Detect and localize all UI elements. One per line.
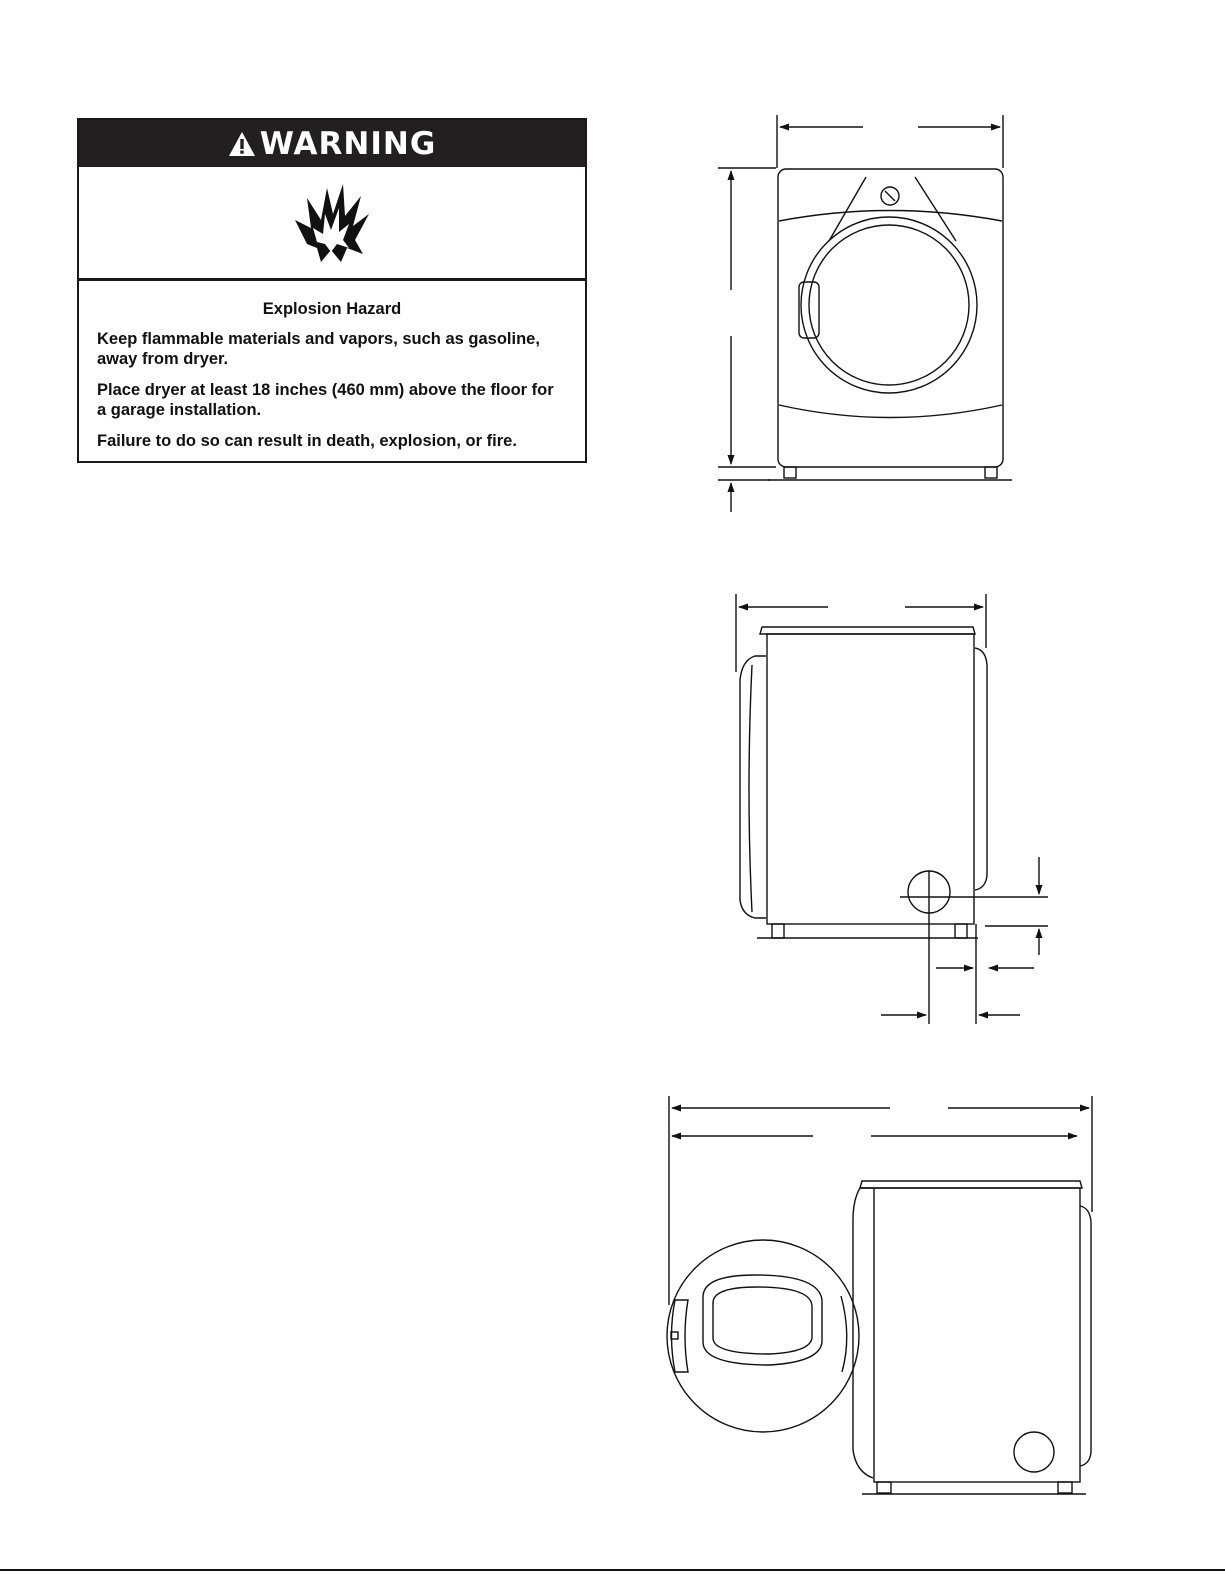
hazard-title: Explosion Hazard: [262, 300, 402, 318]
warning-message-2: Place dryer at least 18 inches (460 mm) above the floor for a garage installation.: [97, 381, 554, 419]
dryer-front-view-icon: [718, 115, 1012, 512]
warning-message-3: Failure to do so can result in death, explosion, or fire.: [97, 432, 517, 450]
dryer-door-open-top-view-icon: [667, 1096, 1092, 1494]
warning-message-1: Keep flammable materials and vapors, such as gasoline, away from dryer.: [97, 330, 540, 368]
warning-title: WARNING: [259, 125, 437, 162]
dryer-side-view-icon: [736, 594, 1048, 1024]
